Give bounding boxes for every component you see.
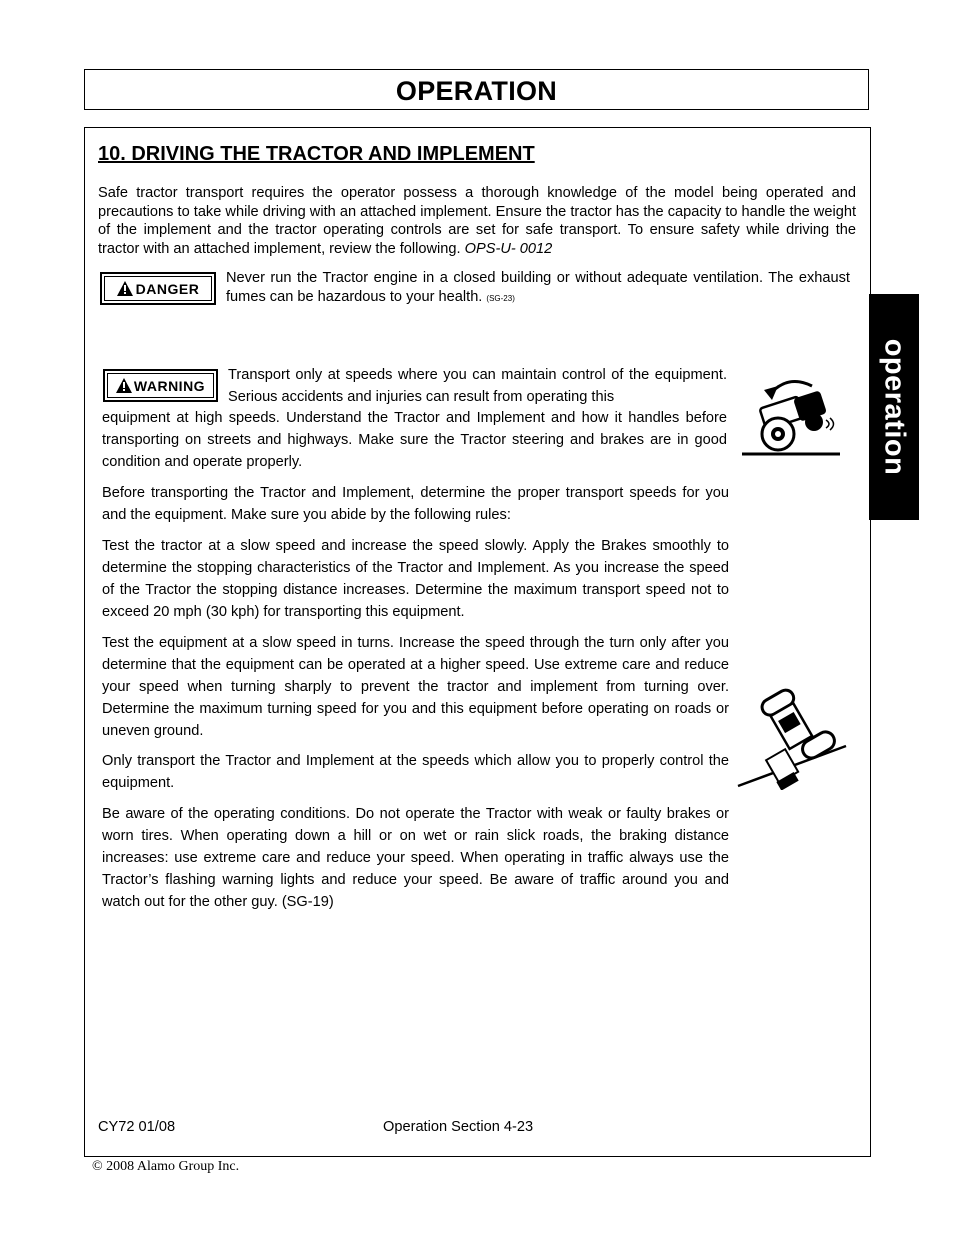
paragraph-transport-speeds: Before transporting the Tractor and Implement, determine the proper transport speeds for you and the equipment. Make sure you abide by the following rules: (102, 485, 729, 523)
danger-sign (100, 272, 216, 305)
warning-first-line: Transport only at speeds where you can maintain control of the equipment. Serious accidents and injuries can result from operating this (228, 367, 727, 405)
paragraph-conditions: Be aware of the operating conditions. Do not operate the Tractor with weak or faulty brakes or worn tires. When operating down a hill or on wet or rain slick roads, the braking distance increases: use extreme care and reduce your speed. When operating in traffic always use the Tractor’s flashing warning lights and reduce your speed. Be aware of traffic around you and watch out for the other guy. (SG-19) (102, 806, 729, 910)
intro-text: Safe tractor transport requires the operator possess a thorough knowledge of the model being operated and precautions to take while driving with an attached implement. Ensure the tractor has the capacity to handle the weight of the implement and the tractor operating controls are set for safe transport. To ensure safety while driving the tractor with an attached implement, review the following. (98, 185, 856, 257)
tractor-rollover-icon (734, 684, 848, 790)
danger-label: DANGER (135, 280, 200, 297)
danger-paragraph (226, 269, 850, 308)
header-box (84, 69, 869, 110)
side-tab-label: operation (878, 338, 911, 476)
paragraph-control: Only transport the Tractor and Implement at the speeds which allow you to properly control the equipment. (102, 753, 729, 791)
intro-paragraph (98, 184, 856, 258)
danger-text: Never run the Tractor engine in a closed building or without adequate ventilation. The exhaust fumes can be hazardous to your health. (226, 270, 850, 305)
footer-doc-code: CY72 01/08 (98, 1119, 176, 1135)
footer-page-number: Operation Section 4-23 (383, 1119, 534, 1135)
hazard-triangle-icon (116, 378, 132, 393)
paragraph-test-turns: Test the equipment at a slow speed in turns. Increase the speed through the turn only after you determine that the equipment can be operated at a higher speed. Use extreme care and reduce your speed when turning sharply to prevent the tractor and implement from turning over. Determine the maximum turning speed for you and this equipment before operating on roads or uneven ground. (102, 635, 729, 739)
section-side-tab (869, 294, 919, 520)
intro-ref: OPS-U- 0012 (464, 240, 553, 257)
paragraph-test-braking: Test the tractor at a slow speed and increase the speed slowly. Apply the Brakes smoothly to determine the stopping characteristics of the Tractor and Implement. As you increase the speed of the Tractor the stopping distance increases. Determine the maximum transport speed not to exceed 20 mph (30 kph) for transporting this equipment. (102, 538, 729, 620)
warning-rest: equipment at high speeds. Understand the Tractor and Implement and how it handles before transporting on streets and highways. Make sure the Tractor steering and brakes are in good condition and operate properly. (102, 410, 727, 470)
warning-label: WARNING (133, 377, 206, 394)
warning-sign (103, 369, 218, 402)
page-title: OPERATION (395, 76, 558, 106)
copyright: © 2008 Alamo Group Inc. (92, 1159, 240, 1174)
tractor-braking-icon (740, 372, 844, 458)
section-heading: 10. DRIVING THE TRACTOR AND IMPLEMENT (98, 143, 535, 165)
hazard-triangle-icon (117, 281, 133, 296)
danger-ref: (SG-23) (486, 293, 515, 303)
